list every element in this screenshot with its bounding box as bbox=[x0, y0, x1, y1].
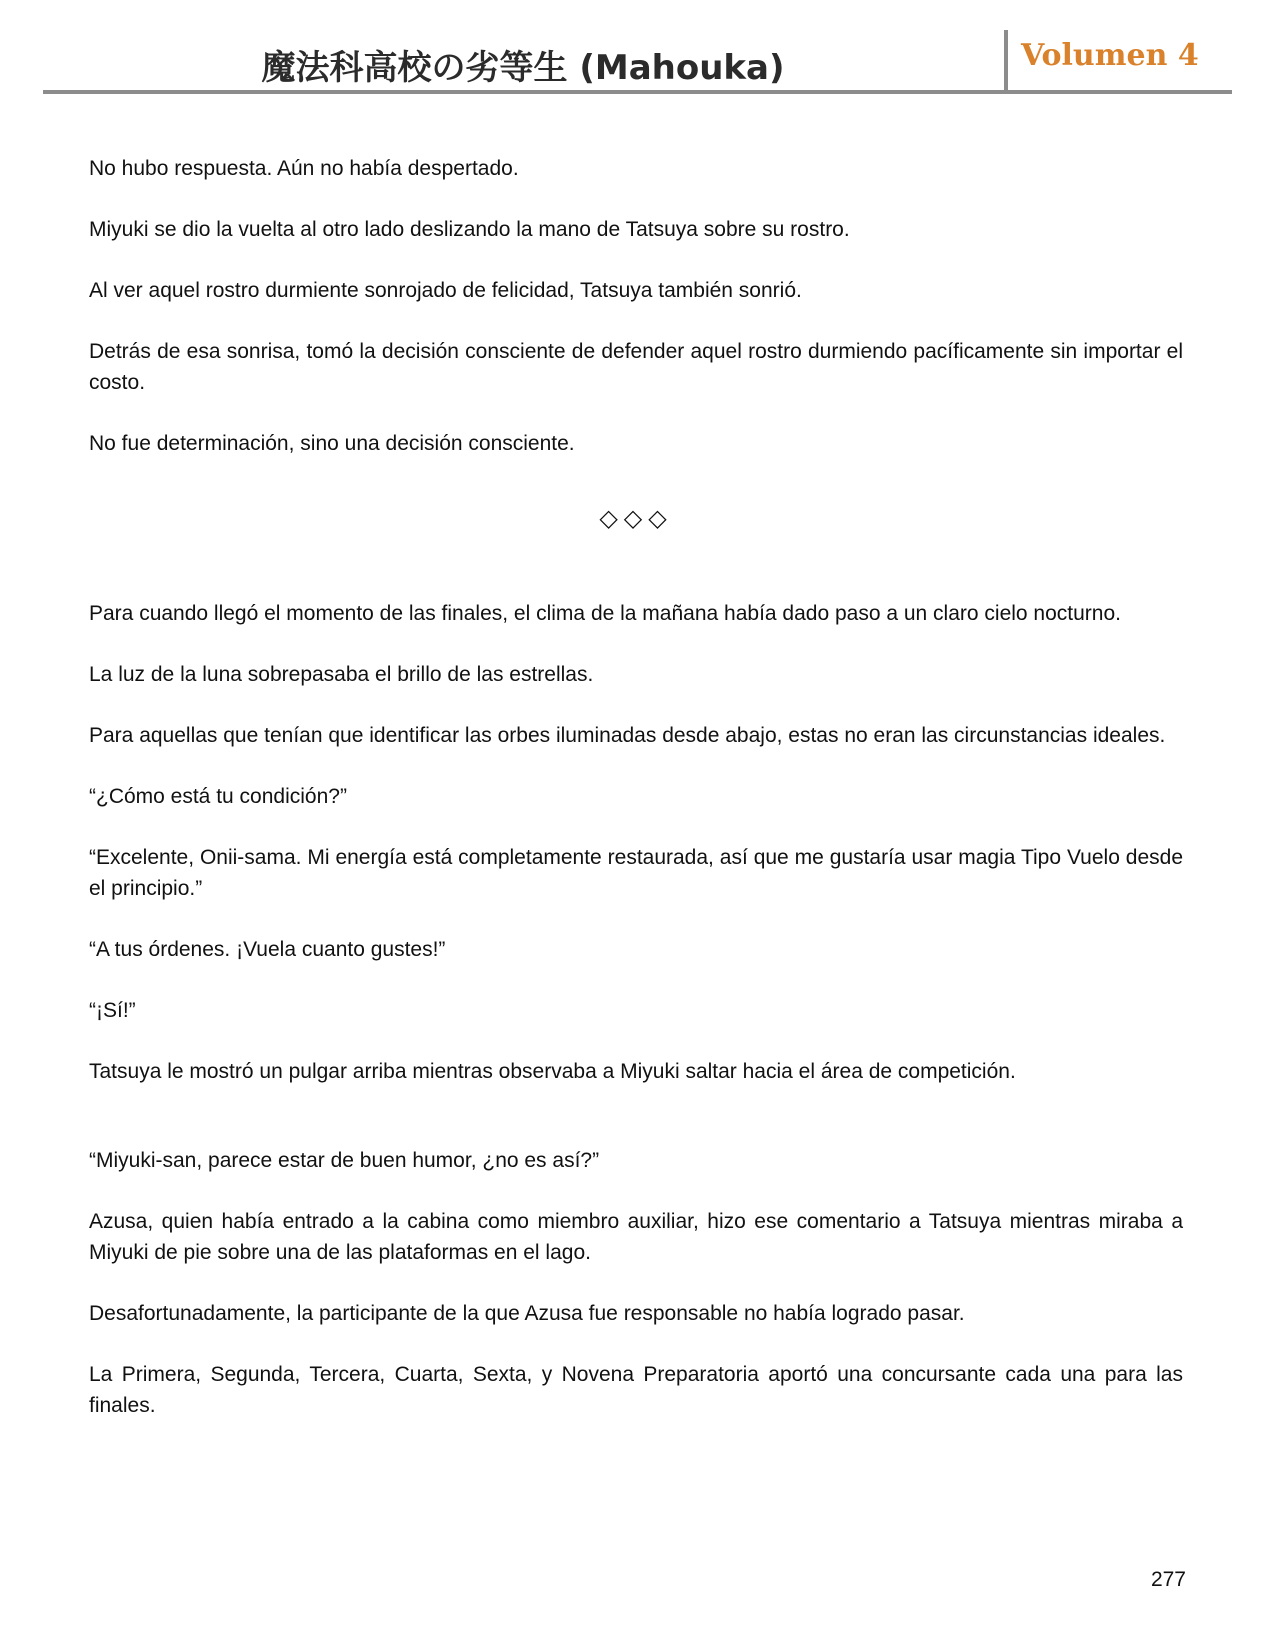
paragraph: Azusa, quien había entrado a la cabina como miembro auxiliar, hizo ese comentario a Tatsuya mientras miraba a Miyuki de pie sobre una de las plataformas en el lago. bbox=[89, 1210, 1183, 1264]
paragraph: La luz de la luna sobrepasaba el brillo de las estrellas. bbox=[89, 663, 594, 686]
paragraph: Miyuki se dio la vuelta al otro lado deslizando la mano de Tatsuya sobre su rostro. bbox=[89, 218, 850, 241]
paragraph: La Primera, Segunda, Tercera, Cuarta, Sexta, y Novena Preparatoria aportó una concursante cada una para las finales. bbox=[89, 1363, 1183, 1417]
paragraph: “Miyuki-san, parece estar de buen humor, ¿no es así?” bbox=[89, 1149, 600, 1172]
paragraph: Para aquellas que tenían que identificar las orbes iluminadas desde abajo, estas no eran las circunstancias ideales. bbox=[89, 724, 1166, 747]
paragraph: No fue determinación, sino una decisión consciente. bbox=[89, 432, 575, 455]
paragraph: “A tus órdenes. ¡Vuela cuanto gustes!” bbox=[89, 938, 446, 961]
paragraph: Tatsuya le mostró un pulgar arriba mientras observaba a Miyuki saltar hacia el área de competición. bbox=[89, 1060, 1016, 1083]
paragraph: Para cuando llegó el momento de las finales, el clima de la mañana había dado paso a un claro cielo nocturno. bbox=[89, 602, 1121, 625]
volume-label: Volumen 4 bbox=[1021, 38, 1199, 73]
book-title: 魔法科高校の劣等生 (Mahouka) bbox=[261, 48, 785, 88]
paragraph: “¡Sí!” bbox=[89, 999, 136, 1022]
paragraph: “¿Cómo está tu condición?” bbox=[89, 785, 347, 808]
paragraph: Al ver aquel rostro durmiente sonrojado de felicidad, Tatsuya también sonrió. bbox=[89, 279, 802, 302]
spacer bbox=[89, 1117, 1183, 1145]
page-number: 277 bbox=[1150, 1568, 1186, 1591]
paragraph: “Excelente, Onii-sama. Mi energía está completamente restaurada, así que me gustaría usar magia Tipo Vuelo desde el principio.” bbox=[89, 846, 1183, 900]
page-header bbox=[43, 28, 1232, 94]
paragraph: No hubo respuesta. Aún no había despertado. bbox=[89, 157, 519, 180]
header-rule bbox=[43, 90, 1232, 94]
header-divider bbox=[1004, 30, 1008, 92]
paragraph: Detrás de esa sonrisa, tomó la decisión consciente de defender aquel rostro durmiendo pacíficamente sin importar el costo. bbox=[89, 340, 1183, 394]
paragraph: Desafortunadamente, la participante de la que Azusa fue responsable no había logrado pasar. bbox=[89, 1302, 965, 1325]
page-body bbox=[89, 153, 1183, 1451]
scene-separator: ◇◇◇ bbox=[599, 505, 673, 532]
